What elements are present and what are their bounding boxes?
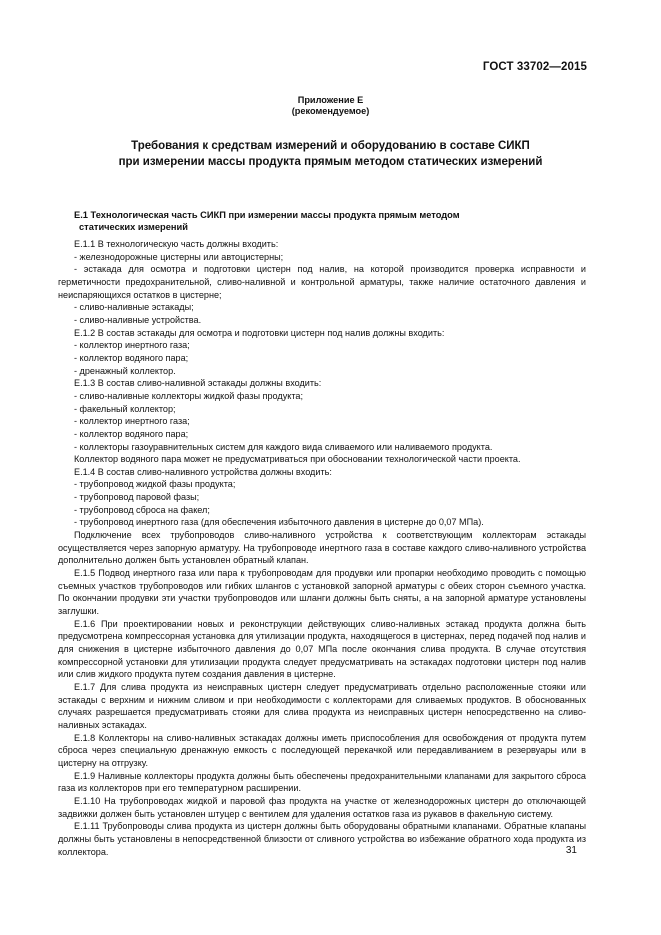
paragraph: - факельный коллектор; xyxy=(74,403,176,414)
paragraph: - трубопровод жидкой фазы продукта; xyxy=(74,479,236,490)
paragraph: - коллекторы газоуравнительных систем для каждого вида сливаемого или наливаемого продукта. xyxy=(74,441,493,452)
paragraph: - железнодорожные цистерны или автоцистерны; xyxy=(74,251,284,262)
annex-heading xyxy=(60,139,601,170)
paragraph: - трубопровод сброса на факел; xyxy=(74,504,210,515)
paragraph: Е.1.8 Коллекторы на сливо-наливных эстакадах должны иметь приспособления для освобождения от продукта путем сброса через специальную дренажную емкость с последующей перекачкой или передавливанием в резервуары или в цистерну на отгрузку. xyxy=(58,732,586,768)
annex-title: Приложение Е xyxy=(297,95,364,105)
section-heading-line-1: Е.1 Технологическая часть СИКП при измерении массы продукта прямым методом xyxy=(74,210,460,220)
paragraph: Подключение всех трубопроводов сливо-наливного устройства к соответствующим коллекторам эстакады осуществляется через запорную арматуру. На трубопроводе инертного газа в составе каждого сливо-наливного устройства дополнительно должен быть установлен обратный клапан. xyxy=(58,530,586,566)
body-text xyxy=(58,238,586,858)
standard-code: ГОСТ 33702—2015 xyxy=(482,61,587,73)
paragraph: - трубопровод паровой фазы; xyxy=(74,492,200,503)
paragraph: Е.1.4 В состав сливо-наливного устройства должны входить: xyxy=(74,466,332,477)
annex-heading-line-1: Требования к средствам измерений и оборудованию в составе СИКП xyxy=(131,140,530,152)
paragraph: - сливо-наливные устройства. xyxy=(74,314,202,325)
paragraph: Е.1.3 В состав сливо-наливной эстакады должны входить: xyxy=(74,378,322,389)
paragraph: Коллектор водяного пара может не предусматриваться при обосновании технологической части проекта. xyxy=(74,454,521,465)
paragraph: - дренажный коллектор. xyxy=(74,365,176,376)
paragraph: Е.1.7 Для слива продукта из неисправных цистерн следует предусматривать отдельно расположенные стояки или эстакады с верхним и нижним сливом и при необходимости с коллекторами для сливаемых продуктов. В обоснованных случаях разрешается предусматривать стояки для слива продукта из неисправных цистерн непосредственно на сливо-наливных эстакадах. xyxy=(58,681,586,730)
paragraph: Е.1.1 В технологическую часть должны входить: xyxy=(74,239,279,249)
paragraph: Е.1.9 Наливные коллекторы продукта должны быть обеспечены предохранительными клапанами для закрытого сброса газа из коллекторов при его температурном расширении. xyxy=(58,770,586,794)
paragraph: - эстакада для осмотра и подготовки цистерн под налив, на которой производится проверка исправности и герметичности предохранительной, сливо-наливной и контрольной арматуры, также наличие остаточного давления и неиспаряющихся остатков в цистерне; xyxy=(58,264,586,300)
paragraph: - сливо-наливные эстакады; xyxy=(74,302,194,313)
paragraph: Е.1.6 При проектировании новых и реконструкции действующих сливо-наливных эстакад продукта должна быть предусмотрена компрессорная установка для утилизации продукта, находящегося в цистернах, перед подачей под налив и для снижения в цистерне избыточного давления до 0,07 МПа после окончания слива продукта. В случае отсутствия компрессорной установки для утилизации продукта следует предусматривать на эстакадах подготовки цистерн под налив или слив жидкого продукта путем создания давления в цистерне. xyxy=(58,618,586,680)
paragraph: - коллектор инертного газа; xyxy=(74,340,190,351)
paragraph: - коллектор водяного пара; xyxy=(74,352,189,363)
annex-status: (рекомендуемое) xyxy=(291,106,370,116)
paragraph: - трубопровод инертного газа (для обеспечения избыточного давления в цистерне до 0,07 МПа). xyxy=(74,517,484,528)
paragraph: Е.1.5 Подвод инертного газа или пара к трубопроводам для продувки или пропарки необходимо проводить с помощью съемных участков трубопроводов или гибких шлангов с установкой запорной арматуры с обеих сторон съемного участка. По окончании продувки эти участки трубопроводов или шланги должны быть сняты, а на запорной арматуре установлены заглушки. xyxy=(58,568,586,617)
annex-heading-line-2: при измерении массы продукта прямым методом статических измерений xyxy=(118,155,543,168)
paragraph: Е.1.11 Трубопроводы слива продукта из цистерн должны быть оборудованы обратными клапанами. Обратные клапаны должны быть установлены в непосредственной близости от сливного устройства во избежание обратного хода продукта из коллектора. xyxy=(58,821,586,857)
paragraph: - сливо-наливные коллекторы жидкой фазы продукта; xyxy=(74,390,303,401)
paragraph: Е.1.2 В состав эстакады для осмотра и подготовки цистерн под налив должны входить: xyxy=(74,327,445,338)
page-number: 31 xyxy=(565,845,577,856)
paragraph: - коллектор водяного пара; xyxy=(74,428,189,439)
paragraph: Е.1.10 На трубопроводах жидкой и паровой фаз продукта на участке от железнодорожных цистерн до отключающей задвижки должен быть установлен штуцер с вентилем для удаления остатков газа из рукавов в факельную систему. xyxy=(58,795,586,819)
section-heading xyxy=(74,210,574,234)
section-heading-line-2: статических измерений xyxy=(79,221,188,232)
paragraph: - коллектор инертного газа; xyxy=(74,416,190,427)
